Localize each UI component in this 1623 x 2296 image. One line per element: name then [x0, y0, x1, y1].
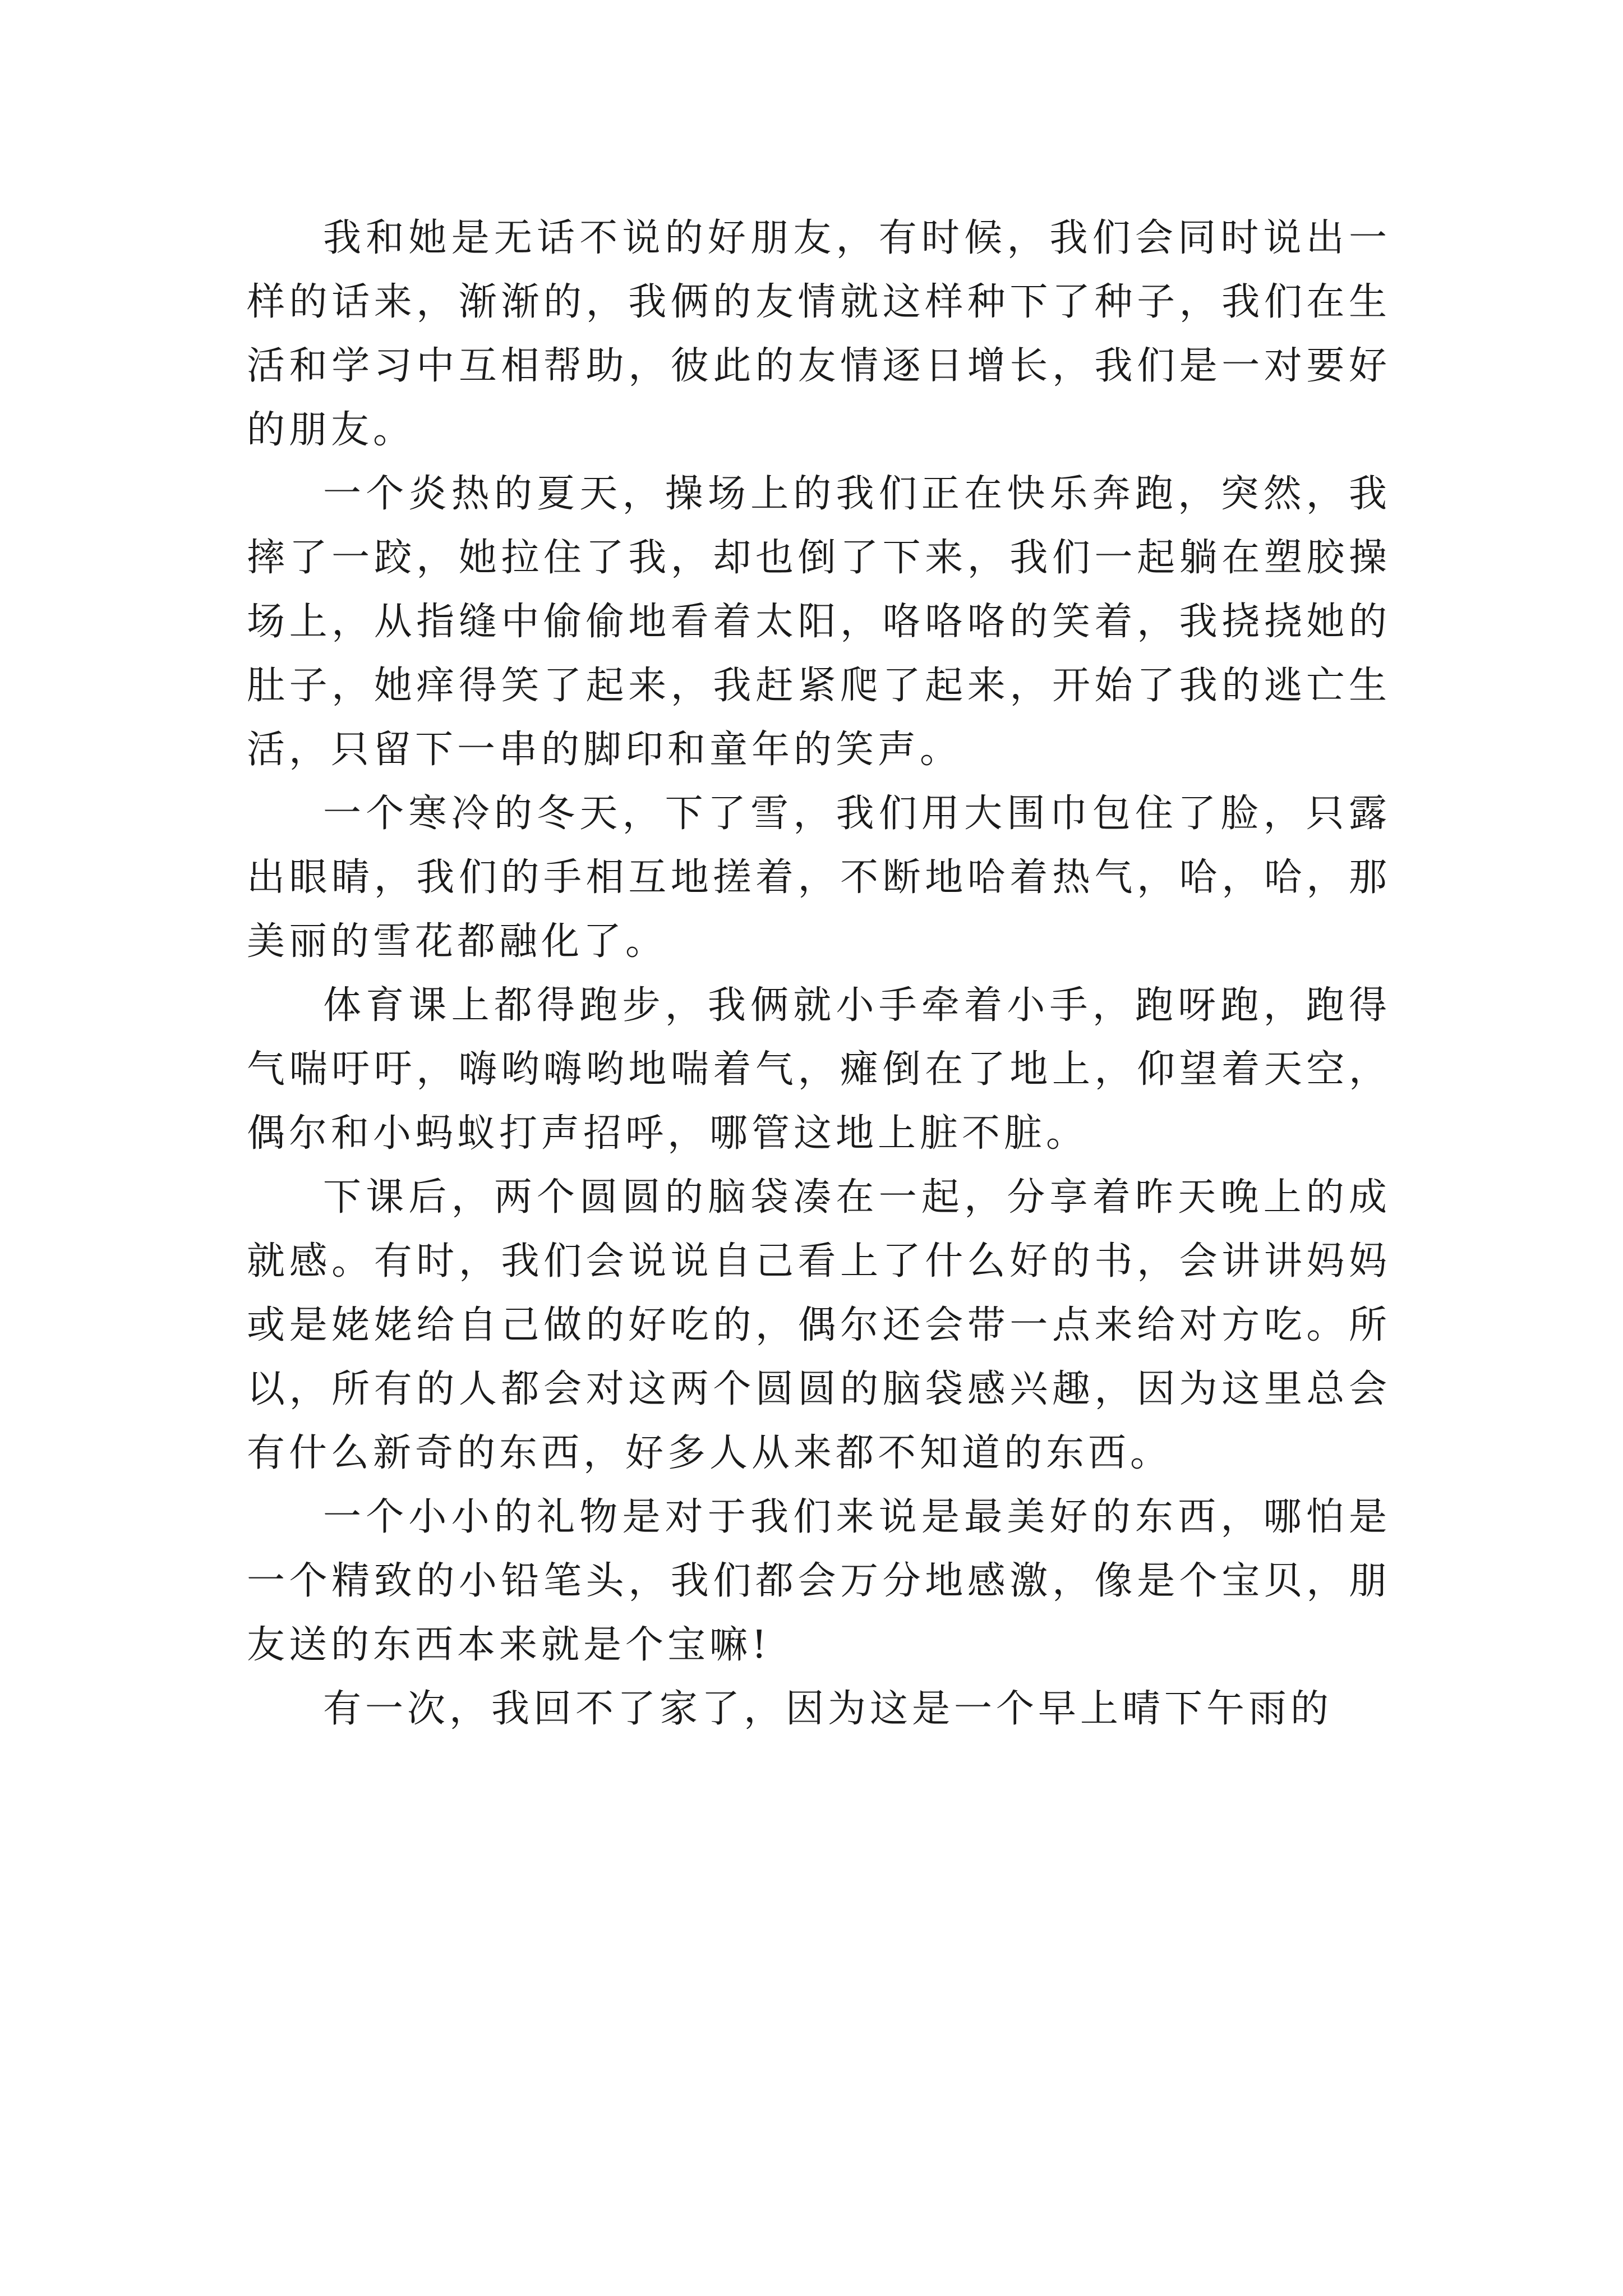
paragraph-1: 我和她是无话不说的好朋友，有时候，我们会同时说出一样的话来，渐渐的，我俩的友情就这样种下了种子，我们在生活和学习中互相帮助，彼此的友情逐日增长，我们是一对要好的朋友。 — [247, 216, 1391, 452]
document-body — [247, 206, 1391, 1741]
paragraph-4: 体育课上都得跑步，我俩就小手牵着小手，跑呀跑，跑得气喘吁吁，嗨哟嗨哟地喘着气，瘫倒在了地上，仰望着天空，偶尔和小蚂蚁打声招呼，哪管这地上脏不脏。 — [247, 983, 1391, 1156]
paragraph-7: 有一次，我回不了家了，因为这是一个早上晴下午雨的 — [323, 1687, 1333, 1731]
paragraph-6: 一个小小的礼物是对于我们来说是最美好的东西，哪怕是一个精致的小铅笔头，我们都会万分地感激，像是个宝贝，朋友送的东西本来就是个宝嘛! — [247, 1495, 1391, 1667]
paragraph-5: 下课后，两个圆圆的脑袋凑在一起，分享着昨天晚上的成就感。有时，我们会说说自己看上了什么好的书，会讲讲妈妈或是姥姥给自己做的好吃的，偶尔还会带一点来给对方吃。所以，所有的人都会对这两个圆圆的脑袋感兴趣，因为这里总会有什么新奇的东西，好多人从来都不知道的东西。 — [247, 1175, 1391, 1475]
paragraph-2: 一个炎热的夏天，操场上的我们正在快乐奔跑，突然，我摔了一跤，她拉住了我，却也倒了下来，我们一起躺在塑胶操场上，从指缝中偷偷地看着太阳，咯咯咯的笑着，我挠挠她的肚子，她痒得笑了起来，我赶紧爬了起来，开始了我的逃亡生活，只留下一串的脚印和童年的笑声。 — [247, 472, 1391, 772]
paragraph-3: 一个寒冷的冬天，下了雪，我们用大围巾包住了脸，只露出眼睛，我们的手相互地搓着，不断地哈着热气，哈，哈，那美丽的雪花都融化了。 — [247, 792, 1391, 964]
